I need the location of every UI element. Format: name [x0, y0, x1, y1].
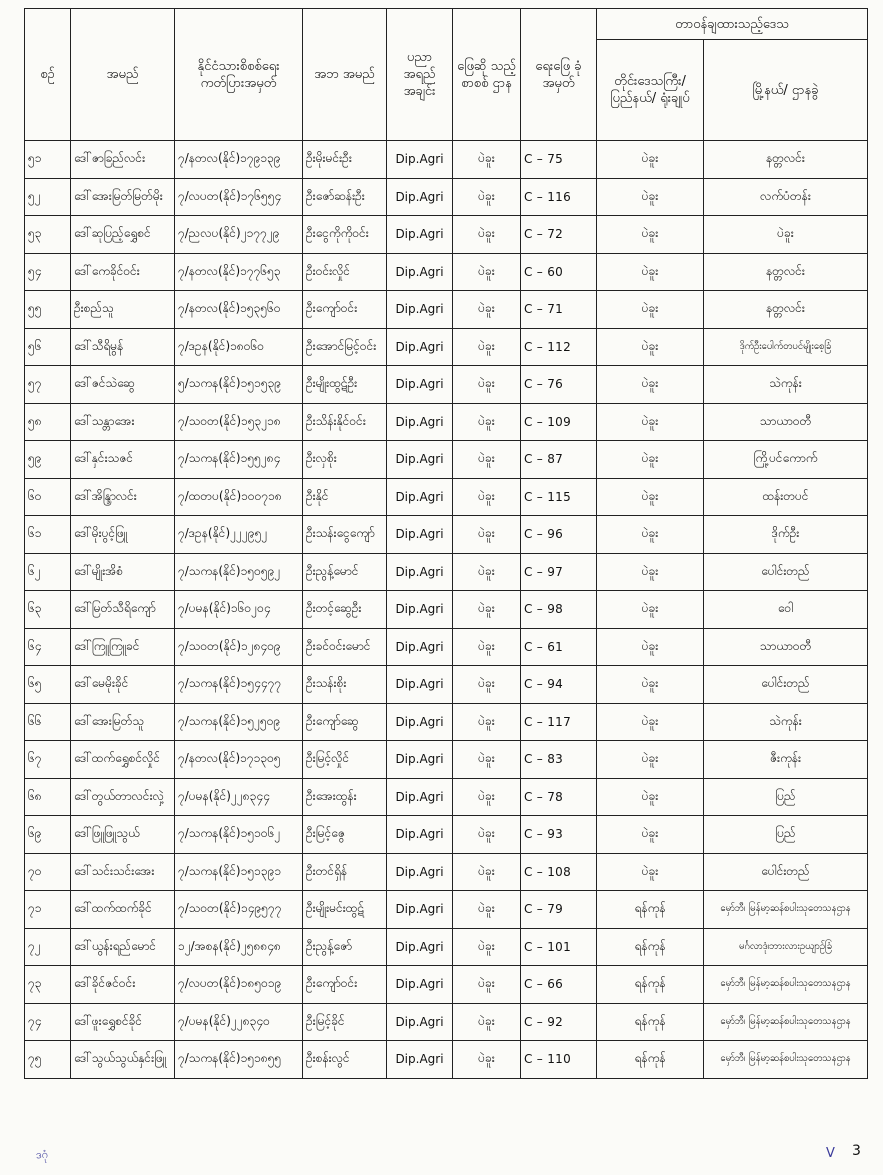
- cell-nrc: ၇/သကန(နိုင်)၁၅၁၈၅၅: [175, 1041, 303, 1079]
- cell-nrc: ၇/ညလပ(နိုင်)၂၁၇၇၂၉: [175, 216, 303, 254]
- cell-father: ဦးလှစိုး: [303, 441, 387, 479]
- cell-name: ဒေါ်ကေခိုင်ဝင်း: [71, 253, 175, 291]
- cell-name: ဒေါ်ခိုင်ဇင်ဝင်း: [71, 966, 175, 1004]
- cell-reg-no: C – 66: [521, 966, 597, 1004]
- cell-name: ဒေါ်အေးမြတ်မြတ်မိုး: [71, 178, 175, 216]
- cell-no: ၇၁: [25, 891, 71, 929]
- cell-reg-no: C – 76: [521, 366, 597, 404]
- cell-division: ပဲခူး: [597, 741, 704, 779]
- cell-education: Dip.Agri: [387, 553, 453, 591]
- header-township: မြို့နယ်/ ဌာနခွဲ: [704, 40, 868, 141]
- table-row: [25, 366, 868, 404]
- cell-no: ၆၁: [25, 516, 71, 554]
- cell-subject-state: ပဲခူး: [453, 141, 521, 179]
- cell-education: Dip.Agri: [387, 853, 453, 891]
- cell-nrc: ၇/ဒဥန(နိုင်)၁၈၀၆၀: [175, 328, 303, 366]
- cell-township: ထန်းတပင်: [704, 478, 868, 516]
- header-education: ပညာ အရည် အချင်း: [387, 9, 453, 141]
- cell-subject-state: ပဲခူး: [453, 816, 521, 854]
- cell-name: ဒေါ်ယွန်းရည်မောင်: [71, 928, 175, 966]
- cell-division: ပဲခူး: [597, 178, 704, 216]
- cell-division: ပဲခူး: [597, 291, 704, 329]
- cell-township: နတ္တလင်း: [704, 291, 868, 329]
- cell-division: ပဲခူး: [597, 591, 704, 629]
- cell-no: ၅၇: [25, 366, 71, 404]
- cell-nrc: ၇/သကန(နိုင်)၁၅၁၀၆၂: [175, 816, 303, 854]
- cell-nrc: ၇/သကန(နိုင်)၁၅၅၂၈၄: [175, 441, 303, 479]
- table-row: [25, 928, 868, 966]
- table-row: [25, 553, 868, 591]
- cell-subject-state: ပဲခူး: [453, 1003, 521, 1041]
- cell-township: ပဲခူး: [704, 216, 868, 254]
- cell-division: ပဲခူး: [597, 853, 704, 891]
- header-name: အမည်: [71, 9, 175, 141]
- cell-father: ဦးမျိုးထွဋ်ဦး: [303, 366, 387, 404]
- cell-reg-no: C – 97: [521, 553, 597, 591]
- cell-no: ၇၀: [25, 853, 71, 891]
- header-division: တိုင်းဒေသကြီး/ ပြည်နယ်/ ရုံးချုပ်: [597, 40, 704, 141]
- cell-education: Dip.Agri: [387, 966, 453, 1004]
- cell-education: Dip.Agri: [387, 928, 453, 966]
- cell-father: ဦးသန်းငွေကျော်: [303, 516, 387, 554]
- table-row: [25, 141, 868, 179]
- table-row: [25, 291, 868, 329]
- table-row: [25, 328, 868, 366]
- cell-education: Dip.Agri: [387, 366, 453, 404]
- table-row: [25, 853, 868, 891]
- cell-township: ပေါင်းတည်: [704, 553, 868, 591]
- cell-township: သဲကုန်း: [704, 703, 868, 741]
- cell-education: Dip.Agri: [387, 1041, 453, 1079]
- cell-name: ဒေါ်နှင်းသဇင်: [71, 441, 175, 479]
- cell-subject-state: ပဲခူး: [453, 703, 521, 741]
- cell-subject-state: ပဲခူး: [453, 216, 521, 254]
- cell-name: ဒေါ်ဖြူဖြူသွယ်: [71, 816, 175, 854]
- cell-education: Dip.Agri: [387, 216, 453, 254]
- cell-father: ဦးမြင့်ခိုင်: [303, 1003, 387, 1041]
- cell-township: နတ္တလင်း: [704, 141, 868, 179]
- cell-father: ဦးနိုင်: [303, 478, 387, 516]
- cell-no: ၅၂: [25, 178, 71, 216]
- cell-name: ဒေါ်ဇာခြည်လင်း: [71, 141, 175, 179]
- cell-subject-state: ပဲခူး: [453, 178, 521, 216]
- cell-education: Dip.Agri: [387, 891, 453, 929]
- cell-nrc: ၇/သကန(နိုင်)၁၅၁၃၉၁: [175, 853, 303, 891]
- cell-no: ၇၂: [25, 928, 71, 966]
- cell-township: ပြည်: [704, 816, 868, 854]
- cell-township: မှော်ဘီ၊ မြန်မာ့ဆန်စပါးသုတေသနဌာန: [704, 891, 868, 929]
- cell-father: ဦးအောင်မြင့်ဝင်း: [303, 328, 387, 366]
- cell-subject-state: ပဲခူး: [453, 591, 521, 629]
- cell-township: သဲကုန်း: [704, 366, 868, 404]
- cell-no: ၆၂: [25, 553, 71, 591]
- cell-division: ပဲခူး: [597, 141, 704, 179]
- cell-reg-no: C – 83: [521, 741, 597, 779]
- cell-nrc: ၇/လပတ(နိုင်)၁၇၆၅၅၄: [175, 178, 303, 216]
- cell-nrc: ၇/နတလ(နိုင်)၁၇၇၆၅၃: [175, 253, 303, 291]
- table-header: [25, 9, 868, 141]
- cell-no: ၅၃: [25, 216, 71, 254]
- cell-name: ဒေါ်မျိုးအိစံ: [71, 553, 175, 591]
- cell-no: ၇၅: [25, 1041, 71, 1079]
- cell-father: ဦးအေးထွန်း: [303, 778, 387, 816]
- cell-subject-state: ပဲခူး: [453, 441, 521, 479]
- cell-no: ၅၄: [25, 253, 71, 291]
- cell-education: Dip.Agri: [387, 591, 453, 629]
- cell-no: ၅၅: [25, 291, 71, 329]
- cell-no: ၆၅: [25, 666, 71, 704]
- table-row: [25, 628, 868, 666]
- roster-table: [24, 8, 868, 1079]
- cell-division: ရန်ကုန်: [597, 966, 704, 1004]
- cell-subject-state: ပဲခူး: [453, 928, 521, 966]
- cell-no: ၅၉: [25, 441, 71, 479]
- table-row: [25, 178, 868, 216]
- page-number: 3: [852, 1143, 861, 1159]
- check-mark: V: [826, 1146, 835, 1161]
- cell-division: ပဲခူး: [597, 253, 704, 291]
- cell-no: ၆၄: [25, 628, 71, 666]
- cell-name: ဒေါ်သွယ်သွယ်နှင်းဖြူ: [71, 1041, 175, 1079]
- cell-education: Dip.Agri: [387, 703, 453, 741]
- cell-township: ပေါင်းတည်: [704, 853, 868, 891]
- cell-division: ပဲခူး: [597, 478, 704, 516]
- cell-reg-no: C – 108: [521, 853, 597, 891]
- cell-nrc: ၇/ဒဥန(နိုင်)၂၂၂၉၅၂: [175, 516, 303, 554]
- cell-name: ဒေါ်ဇင်သဲဆွေ: [71, 366, 175, 404]
- cell-nrc: ၇/ပမန(နိုင်)၂၂၈၃၄၀: [175, 1003, 303, 1041]
- cell-no: ၆၃: [25, 591, 71, 629]
- cell-education: Dip.Agri: [387, 741, 453, 779]
- cell-reg-no: C – 110: [521, 1041, 597, 1079]
- cell-nrc: ၁၂/အစန(နိုင်)၂၅၈၈၄၈: [175, 928, 303, 966]
- cell-father: ဦးခင်ဝင်းမောင်: [303, 628, 387, 666]
- table-row: [25, 516, 868, 554]
- cell-division: ပဲခူး: [597, 553, 704, 591]
- cell-nrc: ၇/နတလ(နိုင်)၁၇၁၃၀၅: [175, 741, 303, 779]
- cell-reg-no: C – 92: [521, 1003, 597, 1041]
- cell-reg-no: C – 94: [521, 666, 597, 704]
- cell-reg-no: C – 71: [521, 291, 597, 329]
- cell-no: ၆၆: [25, 703, 71, 741]
- table-row: [25, 966, 868, 1004]
- cell-father: ဦးကျော်ဝင်း: [303, 291, 387, 329]
- cell-nrc: ၇/ပမန(နိုင်)၂၂၈၃၄၄: [175, 778, 303, 816]
- cell-reg-no: C – 79: [521, 891, 597, 929]
- cell-father: ဦးကျော်ဆွေ: [303, 703, 387, 741]
- table-row: [25, 1041, 868, 1079]
- cell-no: ၅၆: [25, 328, 71, 366]
- cell-subject-state: ပဲခူး: [453, 253, 521, 291]
- cell-township: ပေါင်းတည်: [704, 666, 868, 704]
- header-father: အဘ အမည်: [303, 9, 387, 141]
- cell-name: ဒေါ်တွယ်တာလင်းလှဲ့: [71, 778, 175, 816]
- header-reg-no: ရေးဖြေ ခုံအမှတ်: [521, 9, 597, 141]
- cell-reg-no: C – 112: [521, 328, 597, 366]
- table-row: [25, 816, 868, 854]
- cell-township: ဝေါ: [704, 591, 868, 629]
- cell-father: ဦးငွေကိုကိုဝင်း: [303, 216, 387, 254]
- cell-subject-state: ပဲခူး: [453, 1041, 521, 1079]
- cell-township: ဒိုက်ဦးပေါက်တပင်မျိုးစေ့ခြံ: [704, 328, 868, 366]
- cell-name: ဒေါ်ဆုပြည့်ရွှေစင်: [71, 216, 175, 254]
- cell-father: ဦးတင့်ဆွေဦး: [303, 591, 387, 629]
- cell-education: Dip.Agri: [387, 666, 453, 704]
- cell-father: ဦးမြင့်ဇွေ: [303, 816, 387, 854]
- cell-division: ပဲခူး: [597, 403, 704, 441]
- cell-division: ပဲခူး: [597, 516, 704, 554]
- cell-no: ၆၉: [25, 816, 71, 854]
- table-row: [25, 666, 868, 704]
- cell-father: ဦးညွန့်မောင်: [303, 553, 387, 591]
- cell-reg-no: C – 117: [521, 703, 597, 741]
- cell-reg-no: C – 78: [521, 778, 597, 816]
- table-row: [25, 778, 868, 816]
- cell-subject-state: ပဲခူး: [453, 891, 521, 929]
- roster-sheet: [24, 8, 867, 1079]
- cell-education: Dip.Agri: [387, 253, 453, 291]
- cell-no: ၆၀: [25, 478, 71, 516]
- cell-name: ဒေါ်မိုးပွင့်ဖြူ: [71, 516, 175, 554]
- cell-reg-no: C – 115: [521, 478, 597, 516]
- cell-no: ၅၈: [25, 403, 71, 441]
- cell-father: ဦးဇော်ဆန်းဦး: [303, 178, 387, 216]
- cell-education: Dip.Agri: [387, 478, 453, 516]
- cell-township: မှော်ဘီ၊ မြန်မာ့ဆန်စပါးသုတေသနဌာန: [704, 1041, 868, 1079]
- cell-subject-state: ပဲခူး: [453, 366, 521, 404]
- cell-nrc: ၇/သဝတ(နိုင်)၁၂၈၄၀၉: [175, 628, 303, 666]
- cell-subject-state: ပဲခူး: [453, 516, 521, 554]
- cell-father: ဦးစန်းလွင်: [303, 1041, 387, 1079]
- cell-subject-state: ပဲခူး: [453, 478, 521, 516]
- cell-father: ဦးကျော်ဝင်း: [303, 966, 387, 1004]
- cell-education: Dip.Agri: [387, 141, 453, 179]
- table-row: [25, 403, 868, 441]
- cell-father: ဦးမိုးမင်းဦး: [303, 141, 387, 179]
- cell-subject-state: ပဲခူး: [453, 966, 521, 1004]
- cell-reg-no: C – 101: [521, 928, 597, 966]
- cell-name: ဒေါ်ထက်ထက်ခိုင်: [71, 891, 175, 929]
- cell-nrc: ၇/ပမန(နိုင်)၁၆၀၂၀၄: [175, 591, 303, 629]
- cell-reg-no: C – 96: [521, 516, 597, 554]
- cell-no: ၇၃: [25, 966, 71, 1004]
- cell-nrc: ၇/သကန(နိုင်)၁၅၂၅၀၉: [175, 703, 303, 741]
- cell-father: ဦးမြင့်လှိုင်: [303, 741, 387, 779]
- cell-education: Dip.Agri: [387, 778, 453, 816]
- cell-education: Dip.Agri: [387, 628, 453, 666]
- cell-division: ပဲခူး: [597, 628, 704, 666]
- cell-no: ၅၁: [25, 141, 71, 179]
- header-posting-group: တာဝန်ချထားသည့်ဒေသ: [597, 9, 868, 40]
- header-nrc: နိုင်ငံသားစိစစ်ရေး ကတ်ပြားအမှတ်: [175, 9, 303, 141]
- cell-division: ပဲခူး: [597, 441, 704, 479]
- cell-township: ကြို့ပင်ကောက်: [704, 441, 868, 479]
- cell-subject-state: ပဲခူး: [453, 666, 521, 704]
- cell-education: Dip.Agri: [387, 516, 453, 554]
- table-row: [25, 741, 868, 779]
- cell-division: ပဲခူး: [597, 703, 704, 741]
- cell-nrc: ၇/သကန(နိုင်)၁၅၄၄၇၇: [175, 666, 303, 704]
- cell-name: ဒေါ်မေမိုးခိုင်: [71, 666, 175, 704]
- cell-subject-state: ပဲခူး: [453, 853, 521, 891]
- cell-division: ပဲခူး: [597, 366, 704, 404]
- cell-education: Dip.Agri: [387, 291, 453, 329]
- cell-township: သာယာဝတီ: [704, 628, 868, 666]
- header-subject-state: ဖြေဆို သည့် စာစစ် ဌာန: [453, 9, 521, 141]
- cell-nrc: ၇/သကန(နိုင်)၁၅၀၅၉၂: [175, 553, 303, 591]
- cell-division: ပဲခူး: [597, 216, 704, 254]
- cell-name: ဒေါ်အိန္ဒြာလင်း: [71, 478, 175, 516]
- cell-division: ရန်ကုန်: [597, 928, 704, 966]
- cell-township: သာယာဝတီ: [704, 403, 868, 441]
- cell-name: ဒေါ်ထက်ရွှေစင်လှိုင်: [71, 741, 175, 779]
- cell-nrc: ၇/နတလ(နိုင်)၁၇၉၁၃၉: [175, 141, 303, 179]
- cell-reg-no: C – 72: [521, 216, 597, 254]
- cell-subject-state: ပဲခူး: [453, 628, 521, 666]
- cell-reg-no: C – 98: [521, 591, 597, 629]
- cell-subject-state: ပဲခူး: [453, 778, 521, 816]
- cell-division: ရန်ကုန်: [597, 1003, 704, 1041]
- cell-township: မှော်ဘီ၊ မြန်မာ့ဆန်စပါးသုတေသနဌာန: [704, 966, 868, 1004]
- cell-subject-state: ပဲခူး: [453, 403, 521, 441]
- cell-township: ဇီးကုန်း: [704, 741, 868, 779]
- cell-education: Dip.Agri: [387, 816, 453, 854]
- signature-scribble: ဒဂုံ: [35, 1147, 49, 1162]
- cell-name: ဒေါ်မြတ်သီရိကျော်: [71, 591, 175, 629]
- cell-township: နတ္တလင်း: [704, 253, 868, 291]
- cell-division: ပဲခူး: [597, 328, 704, 366]
- cell-father: ဦးတင်ရှိန်: [303, 853, 387, 891]
- cell-division: ပဲခူး: [597, 666, 704, 704]
- table-row: [25, 441, 868, 479]
- cell-reg-no: C – 116: [521, 178, 597, 216]
- cell-education: Dip.Agri: [387, 441, 453, 479]
- cell-township: ပြည်: [704, 778, 868, 816]
- table-row: [25, 253, 868, 291]
- cell-nrc: ၇/နတလ(နိုင်)၁၅၃၅၆၀: [175, 291, 303, 329]
- cell-reg-no: C – 61: [521, 628, 597, 666]
- cell-name: ဦးစည်သူ: [71, 291, 175, 329]
- header-no: စဉ်: [25, 9, 71, 141]
- cell-subject-state: ပဲခူး: [453, 553, 521, 591]
- cell-father: ဦးမျိုးမင်းထွဋ်: [303, 891, 387, 929]
- cell-subject-state: ပဲခူး: [453, 291, 521, 329]
- cell-township: လက်ပံတန်း: [704, 178, 868, 216]
- cell-nrc: ၇/ထတပ(နိုင်)၁၀၀၇၁၈: [175, 478, 303, 516]
- cell-name: ဒေါ်သင်းသင်းအေး: [71, 853, 175, 891]
- cell-subject-state: ပဲခူး: [453, 741, 521, 779]
- cell-reg-no: C – 87: [521, 441, 597, 479]
- cell-name: ဒေါ်ကြူကြူခင်: [71, 628, 175, 666]
- cell-township: ဒိုက်ဦး: [704, 516, 868, 554]
- cell-township: မှော်ဘီ၊ မြန်မာ့ဆန်စပါးသုတေသနဌာန: [704, 1003, 868, 1041]
- cell-name: ဒေါ်ဖူးရွှေစင်ခိုင်: [71, 1003, 175, 1041]
- table-row: [25, 891, 868, 929]
- cell-reg-no: C – 75: [521, 141, 597, 179]
- table-row: [25, 703, 868, 741]
- cell-subject-state: ပဲခူး: [453, 328, 521, 366]
- cell-name: ဒေါ်သီရိမွန်: [71, 328, 175, 366]
- cell-father: ဦးသန်းစိုး: [303, 666, 387, 704]
- cell-father: ဦးသိန်းနိုင်ဝင်း: [303, 403, 387, 441]
- cell-division: ရန်ကုန်: [597, 891, 704, 929]
- cell-name: ဒေါ်သန္တာအေး: [71, 403, 175, 441]
- cell-nrc: ၅/သကန(နိုင်)၁၅၁၅၃၉: [175, 366, 303, 404]
- cell-reg-no: C – 109: [521, 403, 597, 441]
- cell-no: ၇၄: [25, 1003, 71, 1041]
- cell-no: ၆၈: [25, 778, 71, 816]
- cell-reg-no: C – 60: [521, 253, 597, 291]
- table-body: [25, 141, 868, 1079]
- table-row: [25, 1003, 868, 1041]
- cell-father: ဦးဝင်းလှိုင်: [303, 253, 387, 291]
- cell-nrc: ၇/လပတ(နိုင်)၁၈၅၀၁၉: [175, 966, 303, 1004]
- cell-division: ပဲခူး: [597, 816, 704, 854]
- cell-education: Dip.Agri: [387, 328, 453, 366]
- cell-education: Dip.Agri: [387, 403, 453, 441]
- cell-nrc: ၇/သဝတ(နိုင်)၁၄၉၅၇၇: [175, 891, 303, 929]
- cell-name: ဒေါ်အေးမြတ်သူ: [71, 703, 175, 741]
- cell-division: ပဲခူး: [597, 778, 704, 816]
- table-row: [25, 591, 868, 629]
- cell-township: မင်္ဂလာဒုံ၊ဘားလားဥယျာဉ်ခြံ: [704, 928, 868, 966]
- cell-reg-no: C – 93: [521, 816, 597, 854]
- table-row: [25, 478, 868, 516]
- table-row: [25, 216, 868, 254]
- cell-no: ၆၇: [25, 741, 71, 779]
- cell-father: ဦးညွန့်ဇော်: [303, 928, 387, 966]
- cell-education: Dip.Agri: [387, 178, 453, 216]
- cell-education: Dip.Agri: [387, 1003, 453, 1041]
- cell-nrc: ၇/သဝတ(နိုင်)၁၅၃၂၁၈: [175, 403, 303, 441]
- cell-division: ရန်ကုန်: [597, 1041, 704, 1079]
